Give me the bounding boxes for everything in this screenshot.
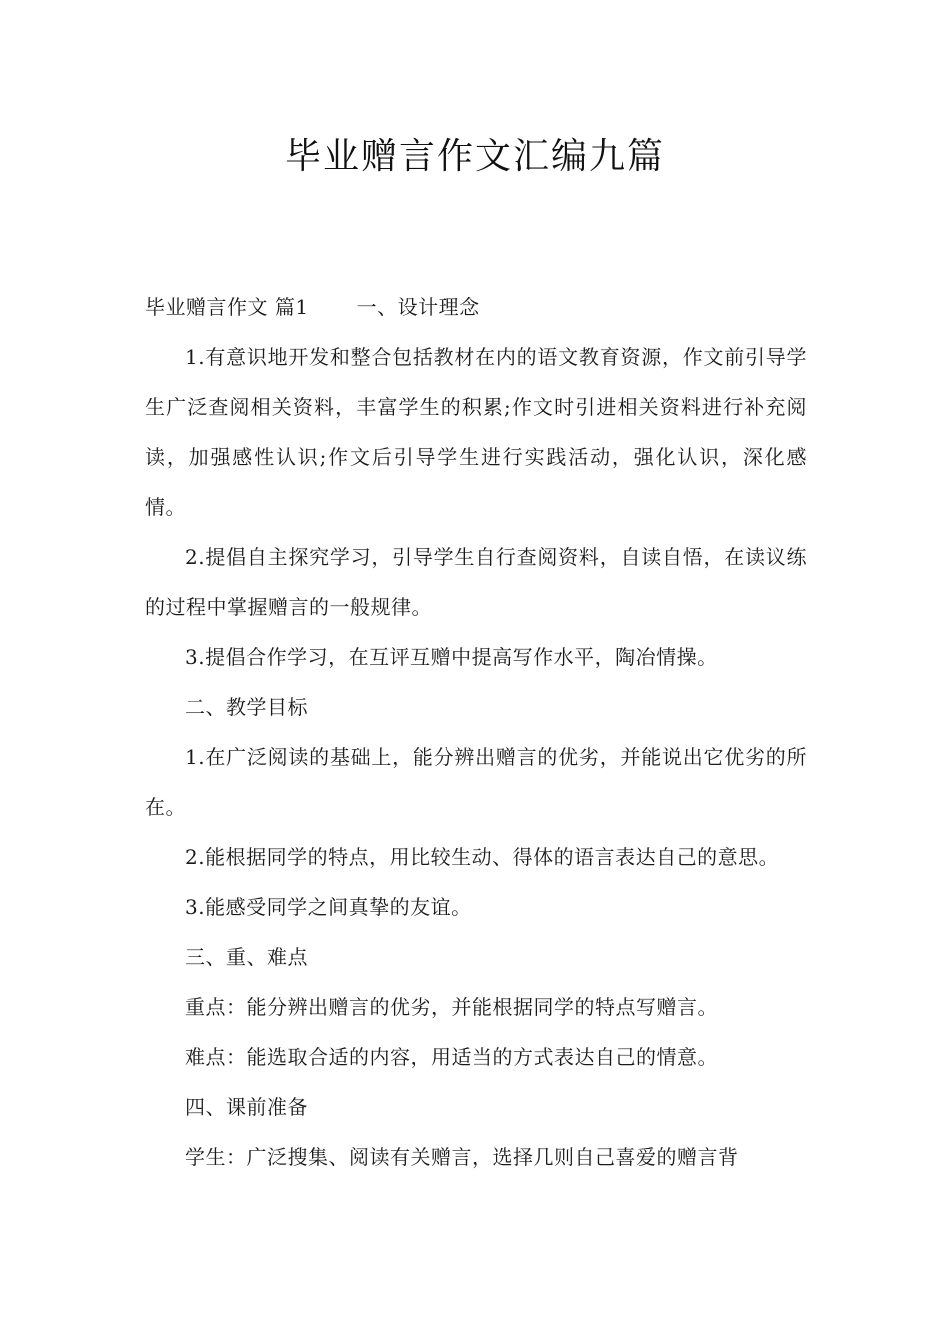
- section-heading-preparation: 四、课前准备: [185, 1095, 308, 1119]
- first-line: [145, 282, 807, 332]
- paragraph-goal-2: 2.能根据同学的特点，用比较生动、得体的语言表达自己的意思。: [185, 845, 780, 869]
- paragraph-preparation: 学生：广泛搜集、阅读有关赠言，选择几则自己喜爱的赠言背: [185, 1145, 739, 1169]
- section-heading-design: 一、设计理念: [356, 295, 480, 319]
- paragraph-design-3: 3.提倡合作学习，在互评互赠中提高写作水平，陶冶情操。: [185, 645, 718, 669]
- paragraph-difficulty: 难点：能选取合适的内容，用适当的方式表达自己的情意。: [185, 1045, 718, 1069]
- paragraph-key-point: 重点：能分辨出赠言的优劣，并能根据同学的特点写赠言。: [185, 995, 718, 1019]
- paragraph-design-2: 2.提倡自主探究学习，引导学生自行查阅资料，自读自悟，在读议练的过程中掌握赠言的一般规律。: [145, 545, 807, 619]
- document-title: 毕业赠言作文汇编九篇: [284, 136, 665, 177]
- section-heading-key-points: 三、重、难点: [185, 945, 308, 969]
- paragraph-goal-1: 1.在广泛阅读的基础上，能分辨出赠言的优劣，并能说出它优劣的所在。: [145, 745, 807, 819]
- paragraph-design-1: 1.有意识地开发和整合包括教材在内的语文教育资源，作文前引导学生广泛查阅相关资料，丰富学生的积累;作文时引进相关资料进行补充阅读，加强感性认识;作文后引导学生进行实践活动，强化认识，深化感情。: [145, 345, 807, 519]
- document-body: [145, 282, 807, 1182]
- paragraph-goal-3: 3.能感受同学之间真挚的友谊。: [185, 895, 472, 919]
- essay-heading: 毕业赠言作文 篇1: [145, 295, 309, 319]
- section-heading-goals: 二、教学目标: [185, 695, 308, 719]
